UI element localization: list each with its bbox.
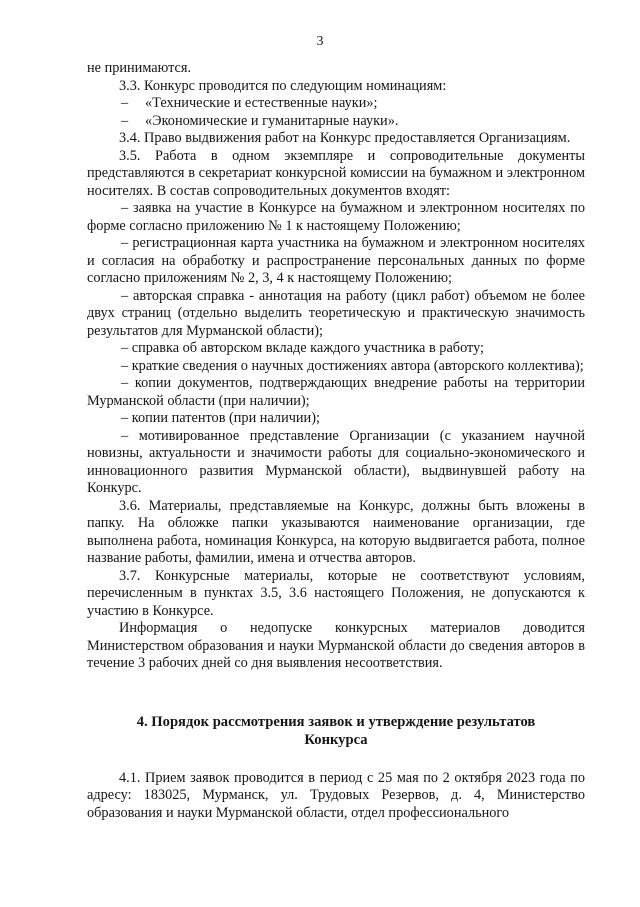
paragraph-3-5: 3.5. Работа в одном экземпляре и сопроводительные документы представляются в секретариат конкурсной комиссии на бумажном и электронном носителях. В состав сопроводительных документов входят: xyxy=(87,147,585,199)
paragraph-3-7: 3.7. Конкурсные материалы, которые не соответствуют условиям, перечисленным в пунктах 3.5, 3.6 настоящего Положения, не допускаются к участию в Конкурсе. xyxy=(87,567,585,619)
document-list-item: – краткие сведения о научных достижениях автора (авторского коллектива); xyxy=(121,357,584,374)
paragraph-3-4: 3.4. Право выдвижения работ на Конкурс предоставляется Организациям. xyxy=(119,130,571,146)
document-body xyxy=(87,60,585,822)
paragraph-3-6: 3.6. Материалы, представляемые на Конкурс, должны быть вложены в папку. На обложке папки указываются наименование организации, где выполнена работа, номинация Конкурса, на которую выдвигается работа, полное название работы, фамилии, имена и отчества авторов. xyxy=(87,497,585,566)
nomination-item xyxy=(87,95,585,113)
document-list-item: – копии документов, подтверждающих внедрение работы на территории Мурманской области (при наличии); xyxy=(87,375,585,409)
paragraph-4-1: 4.1. Прием заявок проводится в период с 25 мая по 2 октября 2023 года по адресу: 183025, Мурманск, ул. Трудовых Резервов, д. 4, Министерство образования и науки Мурманской области, отдел профессионального xyxy=(87,769,585,821)
nomination-text: «Экономические и гуманитарные науки». xyxy=(145,112,399,129)
paragraph-continuation: не принимаются. xyxy=(87,60,192,76)
paragraph-notice: Информация о недопуске конкурсных материалов доводится Министерством образования и науки Мурманской области до сведения авторов в течение 3 рабочих дней со дня выявления несоответствия. xyxy=(87,620,585,671)
nomination-text: «Технические и естественные науки»; xyxy=(145,95,378,111)
document-list-item: – копии патентов (при наличии); xyxy=(121,410,320,426)
paragraph-3-3: 3.3. Конкурс проводится по следующим номинациям: xyxy=(119,77,447,94)
page-number: 3 xyxy=(316,34,324,49)
document-list-item: – авторская справка - аннотация на работу (цикл работ) объемом не более двух страниц (отдельно выделить теоретическую и практическую значимость результатов для Мурманской области); xyxy=(87,287,585,339)
nomination-item xyxy=(87,113,585,131)
section-heading-line: Конкурса xyxy=(304,731,368,748)
document-list-item: – мотивированное представление Организации (с указанием научной новизны, актуальности и значимости работы для социально-экономического и инновационного развития Мурманской области), выдвинувшей работу на Конкурс. xyxy=(87,427,585,496)
dash-bullet: – xyxy=(121,112,129,129)
document-list-item: – справка об авторском вкладе каждого участника в работу; xyxy=(121,340,485,356)
document-list-item: – заявка на участие в Конкурсе на бумажном и электронном носителях по форме согласно приложению № 1 к настоящему Положению; xyxy=(87,200,585,234)
section-heading-line: 4. Порядок рассмотрения заявок и утверждение результатов xyxy=(136,713,536,730)
section-4-heading xyxy=(87,713,585,749)
dash-bullet: – xyxy=(121,95,129,111)
document-list-item: – регистрационная карта участника на бумажном и электронном носителях и согласия на обработку и распространение персональных данных по форме согласно приложениям № 2, 3, 4 к настоящему Положению; xyxy=(87,235,585,286)
